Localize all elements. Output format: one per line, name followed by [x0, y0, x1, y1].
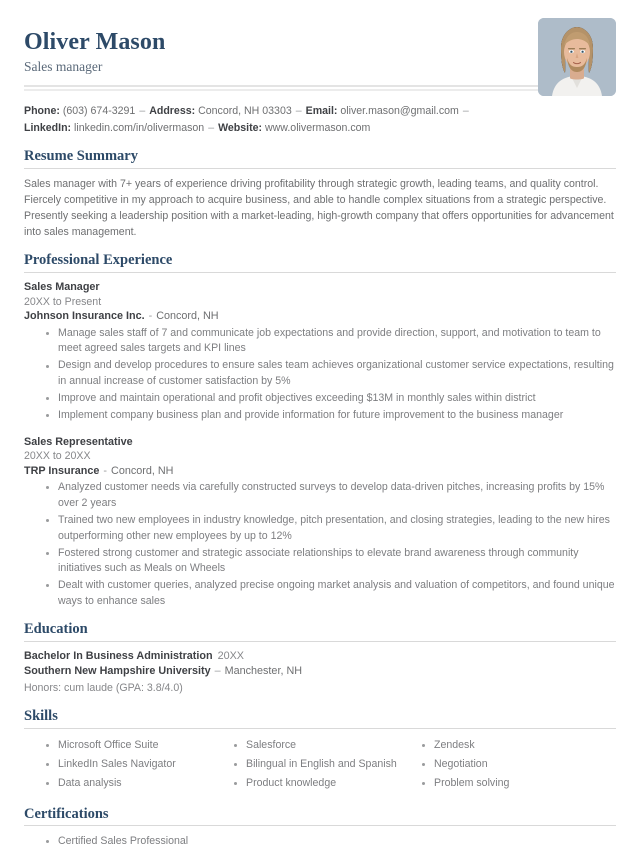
section-title-skills: Skills [24, 708, 616, 729]
education-school-line [24, 664, 616, 679]
job-entry [24, 435, 616, 610]
section-title-education: Education [24, 621, 616, 642]
job-bullet-list [24, 480, 616, 609]
contact-separator: – [462, 105, 469, 117]
section-resume-summary [24, 148, 616, 240]
list-item: Trained two new employees in industry knowledge, pitch presentation, and closing strategies, leading to the new hires outperforming other new employees by up to 12% [46, 513, 616, 544]
list-item: Product knowledge [234, 774, 422, 793]
company-separator: - [148, 310, 153, 323]
list-item: Zendesk [422, 736, 616, 755]
email-label: Email: [305, 105, 338, 117]
skills-body [24, 729, 616, 794]
phone-label: Phone: [24, 105, 60, 117]
certifications-body [24, 826, 616, 849]
website-value[interactable]: www.olivermason.com [265, 121, 371, 134]
contact-separator: – [208, 121, 215, 134]
education-honors: Honors: cum laude (GPA: 3.8/4.0) [24, 681, 183, 694]
company-location: Concord, NH [111, 464, 174, 477]
list-item: LinkedIn Sales Navigator [46, 755, 234, 774]
headshot-illustration [538, 18, 616, 96]
job-title: Sales Representative [24, 435, 133, 448]
education-body [24, 642, 616, 696]
email-value[interactable]: oliver.mason@gmail.com [340, 105, 459, 117]
address-label: Address: [149, 105, 196, 117]
resume-header [24, 0, 616, 74]
company-location: Concord, NH [156, 310, 219, 323]
list-item: Problem solving [422, 774, 616, 793]
list-item: Analyzed customer needs via carefully constructed surveys to develop data-driven pitches, increasing profits by 15% over 2 years [46, 480, 616, 511]
job-role-subtitle: Sales manager [24, 59, 103, 75]
company-separator: - [103, 464, 108, 477]
address-value: Concord, NH 03303 [198, 105, 292, 117]
header-name-block [24, 22, 165, 75]
contact-line-2 [24, 122, 370, 134]
website-label: Website: [218, 121, 263, 134]
company-name: Johnson Insurance Inc. [24, 310, 145, 323]
school-location: Manchester, NH [224, 664, 303, 677]
company-name: TRP Insurance [24, 464, 100, 477]
headshot-photo [538, 18, 616, 96]
header-divider [24, 85, 616, 91]
summary-body [24, 169, 616, 241]
skills-list [24, 736, 616, 794]
section-professional-experience [24, 252, 616, 609]
job-entry [24, 280, 616, 424]
contact-separator: – [295, 105, 302, 117]
experience-body [24, 273, 616, 609]
section-title-summary: Resume Summary [24, 148, 616, 169]
job-company-line [24, 309, 616, 324]
contact-info [24, 103, 616, 136]
job-company-line [24, 464, 616, 479]
list-item: Implement company business plan and provide information for future improvement to the business manager [46, 408, 616, 424]
certifications-list [24, 833, 616, 849]
school-name: Southern New Hampshire University [24, 664, 211, 677]
degree-year: 20XX [217, 650, 245, 663]
job-dates: 20XX to 20XX [24, 450, 91, 463]
job-title: Sales Manager [24, 281, 100, 294]
list-item: Improve and maintain operational and profit objectives exceeding $13M in monthly sales within district [46, 391, 616, 407]
page-title: Oliver Mason [24, 29, 166, 55]
list-item: Fostered strong customer and strategic associate relationships to elevate brand awareness through community initiatives such as Meals on Wheels [46, 546, 616, 577]
job-dates: 20XX to Present [24, 295, 102, 308]
education-degree-line [24, 649, 616, 664]
degree-name: Bachelor In Business Administration [24, 650, 213, 663]
list-item: Dealt with customer queries, analyzed precise ongoing market analysis and valuation of competitors, and found unique ways to enhance sales [46, 578, 616, 609]
section-certifications [24, 806, 616, 849]
phone-value: (603) 674-3291 [62, 105, 136, 117]
contact-separator: – [139, 105, 146, 117]
job-bullet-list [24, 326, 616, 424]
list-item: Certified Sales Professional [46, 833, 616, 849]
section-education [24, 621, 616, 696]
summary-text: Sales manager with 7+ years of experience driving profitability through strategic growth, leading teams, and quality control. Fiercely competitive in my approach to acquire business, and able to handle complex situations from a strategic perspective. Presently seeking a leadership position with a market-leading, high-growth company that offers opportunities for advancement into sales management. [24, 177, 614, 239]
list-item: Salesforce [234, 736, 422, 755]
list-item: Manage sales staff of 7 and communicate job expectations and provide direction, support, and motivation to team to meet agreed sales targets and KPI lines [46, 326, 616, 357]
section-skills [24, 708, 616, 793]
school-separator: – [214, 664, 221, 677]
linkedin-label: LinkedIn: [24, 121, 72, 134]
linkedin-value[interactable]: linkedin.com/in/olivermason [74, 121, 205, 134]
list-item: Design and develop procedures to ensure sales team achieves organizational customer service expectations, resulting in annual increase of customer satisfaction by 5% [46, 358, 616, 389]
section-title-experience: Professional Experience [24, 252, 616, 273]
list-item: Bilingual in English and Spanish [234, 755, 422, 774]
contact-line-1 [24, 105, 473, 117]
section-title-certifications: Certifications [24, 806, 616, 827]
list-item: Microsoft Office Suite [46, 736, 234, 755]
list-item: Data analysis [46, 774, 234, 793]
list-item: Negotiation [422, 755, 616, 774]
